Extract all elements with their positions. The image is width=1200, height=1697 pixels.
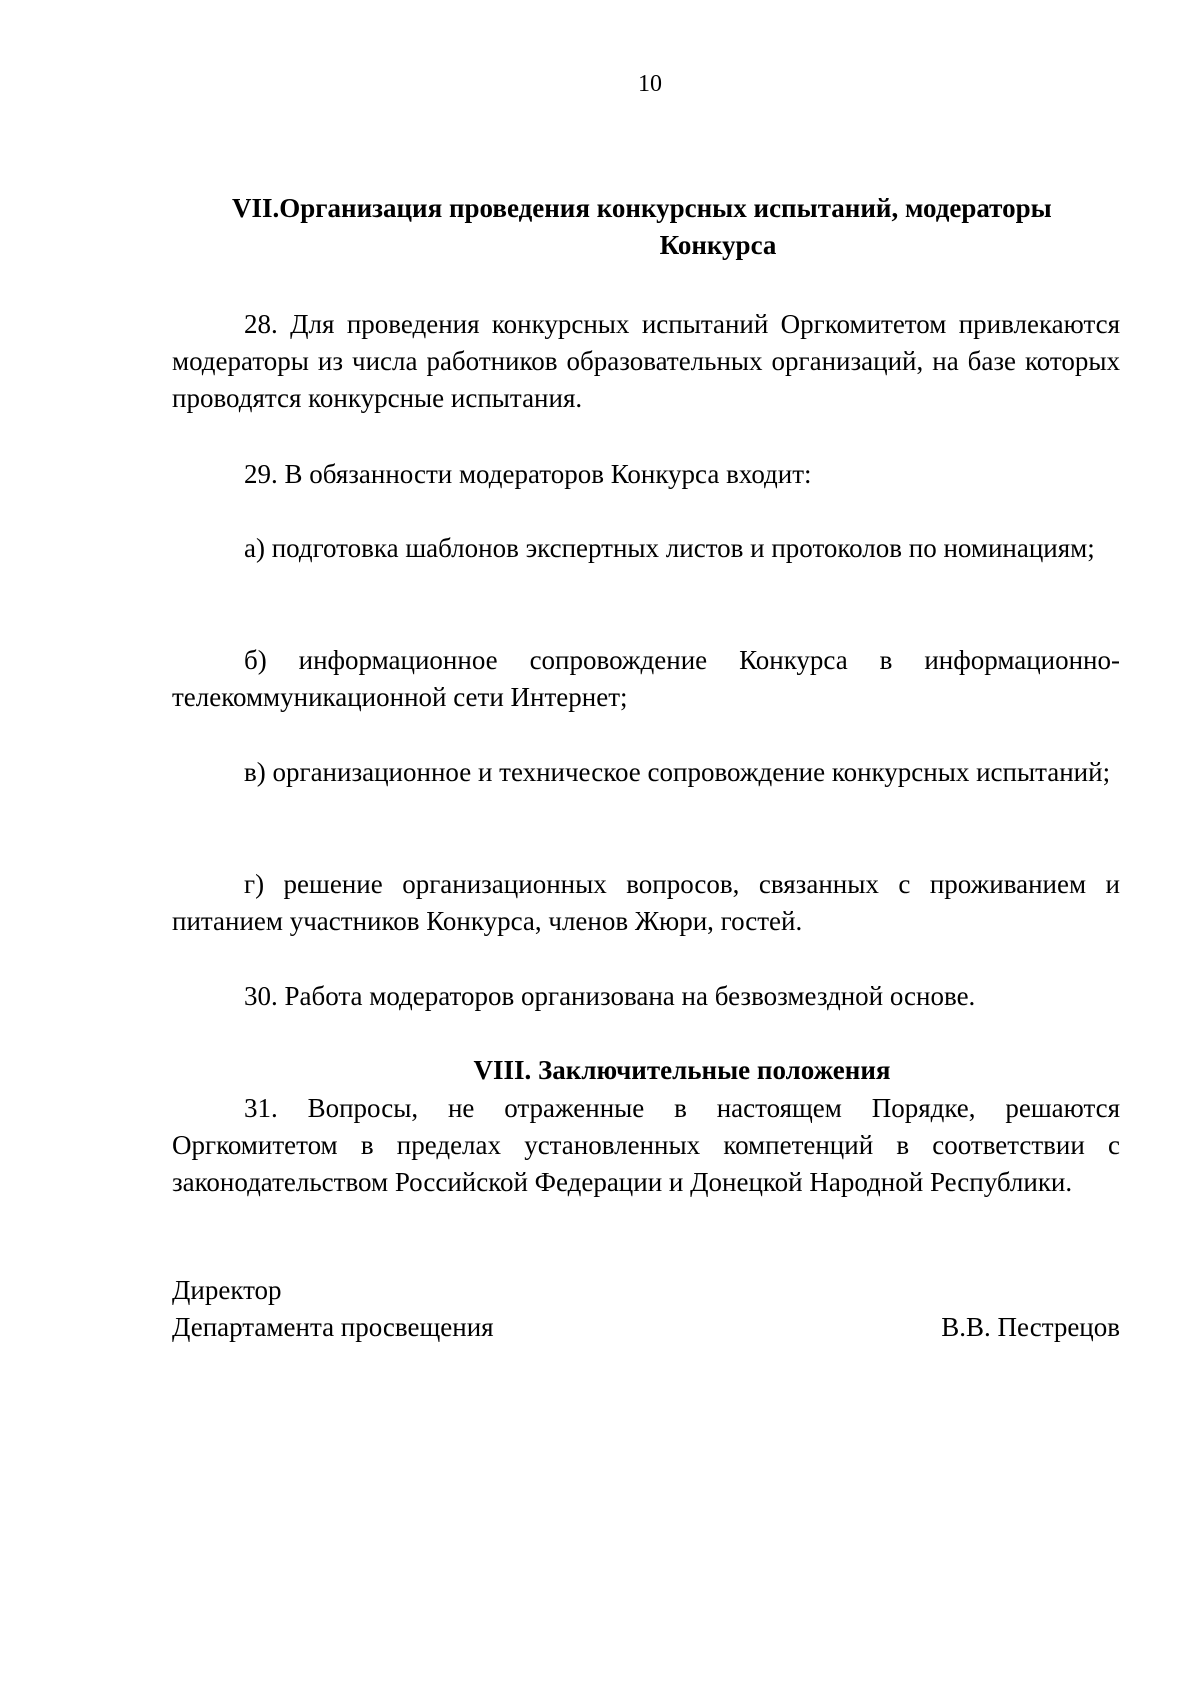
paragraph-30: 30. Работа модераторов организована на безвозмездной основе. bbox=[244, 981, 976, 1011]
signature-position-line1: Директор bbox=[172, 1275, 282, 1305]
paragraph-item-b: б) информационное сопровождение Конкурса в информационно-телекоммуникационной сети Интернет; bbox=[172, 645, 1120, 712]
section-viii-heading: VIII. Заключительные положения bbox=[473, 1055, 891, 1085]
section-vii-heading bbox=[232, 190, 1104, 264]
paragraph-item-c: в) организационное и техническое сопровождение конкурсных испытаний; bbox=[244, 757, 1111, 787]
paragraph-item-a: а) подготовка шаблонов экспертных листов и протоколов по номинациям; bbox=[244, 533, 1095, 563]
paragraph-29: 29. В обязанности модераторов Конкурса входит: bbox=[244, 459, 812, 489]
signature-position-line2: Департамента просвещения bbox=[172, 1312, 494, 1342]
section-vii-title-line1: VII.Организация проведения конкурсных испытаний, модераторы bbox=[232, 193, 1052, 223]
signature-block bbox=[172, 1272, 1120, 1346]
section-vii-title-line2: Конкурса bbox=[659, 230, 777, 260]
signature-name: В.В. Пестрецов bbox=[941, 1312, 1120, 1342]
paragraph-31: 31. Вопросы, не отраженные в настоящем Порядке, решаются Оргкомитетом в пределах установленных компетенций в соответствии с законодательством Российской Федерации и Донецкой Народной Республики. bbox=[172, 1093, 1120, 1197]
page-number: 10 bbox=[638, 71, 662, 97]
paragraph-item-d: г) решение организационных вопросов, связанных с проживанием и питанием участников Конкурса, членов Жюри, гостей. bbox=[172, 869, 1120, 936]
paragraph-28: 28. Для проведения конкурсных испытаний Оргкомитетом привлекаются модераторы из числа работников образовательных организаций, на базе которых проводятся конкурсные испытания. bbox=[172, 309, 1120, 413]
